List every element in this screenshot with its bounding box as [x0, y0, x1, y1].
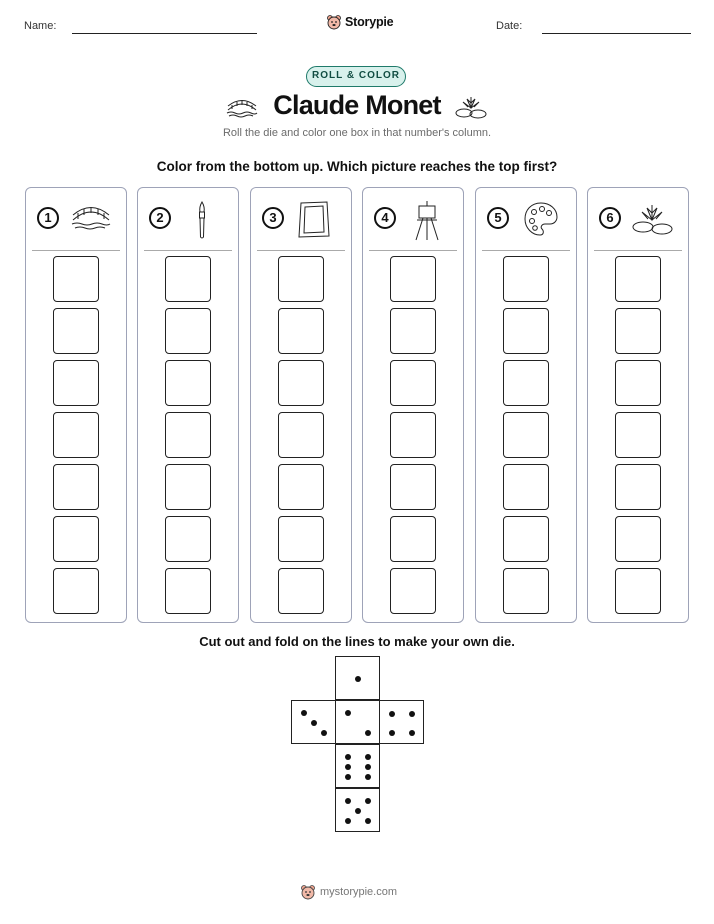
die-pip — [365, 754, 371, 760]
column-3 — [250, 187, 352, 623]
bridge-icon — [71, 200, 111, 241]
color-box[interactable] — [615, 360, 661, 406]
die-face-4 — [379, 700, 424, 744]
color-box[interactable] — [615, 568, 661, 614]
color-box[interactable] — [53, 516, 99, 562]
die-pip — [365, 818, 371, 824]
page-title: Claude Monet — [273, 90, 441, 120]
color-box[interactable] — [390, 516, 436, 562]
color-box[interactable] — [53, 256, 99, 302]
die-pip — [365, 730, 371, 736]
die-pip — [321, 730, 327, 736]
die-pip — [409, 711, 415, 717]
die-pip — [345, 754, 351, 760]
water-lily-icon — [455, 94, 487, 125]
die-pip — [345, 710, 351, 716]
cut-instruction: Cut out and fold on the lines to make your own die. — [199, 634, 515, 649]
storypie-logo — [326, 14, 393, 30]
color-box[interactable] — [390, 256, 436, 302]
color-box[interactable] — [390, 412, 436, 458]
die-pip — [365, 798, 371, 804]
palette-icon — [522, 200, 560, 243]
color-box[interactable] — [165, 308, 211, 354]
column-divider — [482, 250, 570, 251]
date-line — [542, 33, 691, 34]
column-number: 2 — [149, 207, 171, 229]
color-box[interactable] — [615, 516, 661, 562]
die-pip — [345, 774, 351, 780]
column-6 — [587, 187, 689, 623]
color-box[interactable] — [53, 412, 99, 458]
color-box[interactable] — [278, 256, 324, 302]
color-box[interactable] — [53, 360, 99, 406]
name-line — [72, 33, 257, 34]
color-box[interactable] — [615, 256, 661, 302]
die-face-3 — [291, 700, 336, 744]
color-box[interactable] — [278, 568, 324, 614]
roll-and-color-badge: ROLL & COLOR — [306, 66, 406, 87]
color-box[interactable] — [165, 464, 211, 510]
column-4 — [362, 187, 464, 623]
color-box[interactable] — [390, 568, 436, 614]
die-pip — [345, 798, 351, 804]
color-box[interactable] — [390, 464, 436, 510]
die-face-6 — [335, 744, 380, 788]
column-divider — [257, 250, 345, 251]
footer-url[interactable]: mystorypie.com — [320, 886, 398, 898]
column-divider — [32, 250, 120, 251]
color-box[interactable] — [390, 308, 436, 354]
frame-icon — [296, 200, 332, 245]
die-pip — [301, 710, 307, 716]
color-box[interactable] — [53, 308, 99, 354]
water-lily-icon — [632, 200, 674, 243]
storypie-mascot-icon — [326, 14, 342, 30]
footer — [300, 884, 397, 900]
color-box[interactable] — [278, 516, 324, 562]
brand-name: Storypie — [345, 15, 394, 29]
color-box[interactable] — [278, 464, 324, 510]
column-1 — [25, 187, 127, 623]
die-pip — [311, 720, 317, 726]
die-pip — [389, 730, 395, 736]
color-box[interactable] — [503, 568, 549, 614]
name-label: Name: — [24, 20, 57, 32]
color-box[interactable] — [503, 516, 549, 562]
color-box[interactable] — [615, 412, 661, 458]
column-number: 3 — [262, 207, 284, 229]
column-divider — [144, 250, 232, 251]
color-box[interactable] — [165, 256, 211, 302]
color-box[interactable] — [278, 308, 324, 354]
die-pip — [355, 808, 361, 814]
die-pip — [365, 764, 371, 770]
paintbrush-icon — [192, 200, 212, 245]
column-number: 4 — [374, 207, 396, 229]
subtitle: Roll the die and color one box in that number's column. — [222, 127, 492, 139]
date-label: Date: — [496, 20, 523, 32]
easel-icon — [411, 200, 443, 247]
die-face-5 — [335, 788, 380, 832]
color-box[interactable] — [503, 464, 549, 510]
color-box[interactable] — [503, 412, 549, 458]
die-pip — [389, 711, 395, 717]
die-pip — [365, 774, 371, 780]
color-box[interactable] — [278, 412, 324, 458]
color-box[interactable] — [165, 568, 211, 614]
column-number: 6 — [599, 207, 621, 229]
die-pip — [345, 764, 351, 770]
die-face-2 — [335, 700, 380, 744]
column-number: 1 — [37, 207, 59, 229]
die-pip — [345, 818, 351, 824]
color-box[interactable] — [278, 360, 324, 406]
die-face-1 — [335, 656, 380, 700]
column-divider — [369, 250, 457, 251]
storypie-mascot-icon — [300, 884, 316, 900]
color-box[interactable] — [390, 360, 436, 406]
column-number: 5 — [487, 207, 509, 229]
instruction: Color from the bottom up. Which picture reaches the top first? — [156, 159, 558, 174]
color-box[interactable] — [165, 360, 211, 406]
column-2 — [137, 187, 239, 623]
color-box[interactable] — [615, 464, 661, 510]
color-box[interactable] — [503, 360, 549, 406]
color-box[interactable] — [615, 308, 661, 354]
die-pip — [355, 676, 361, 682]
color-box[interactable] — [165, 516, 211, 562]
color-box[interactable] — [165, 412, 211, 458]
color-box[interactable] — [53, 464, 99, 510]
color-box[interactable] — [503, 256, 549, 302]
color-box[interactable] — [53, 568, 99, 614]
column-5 — [475, 187, 577, 623]
die-pip — [409, 730, 415, 736]
column-divider — [594, 250, 682, 251]
color-box[interactable] — [503, 308, 549, 354]
